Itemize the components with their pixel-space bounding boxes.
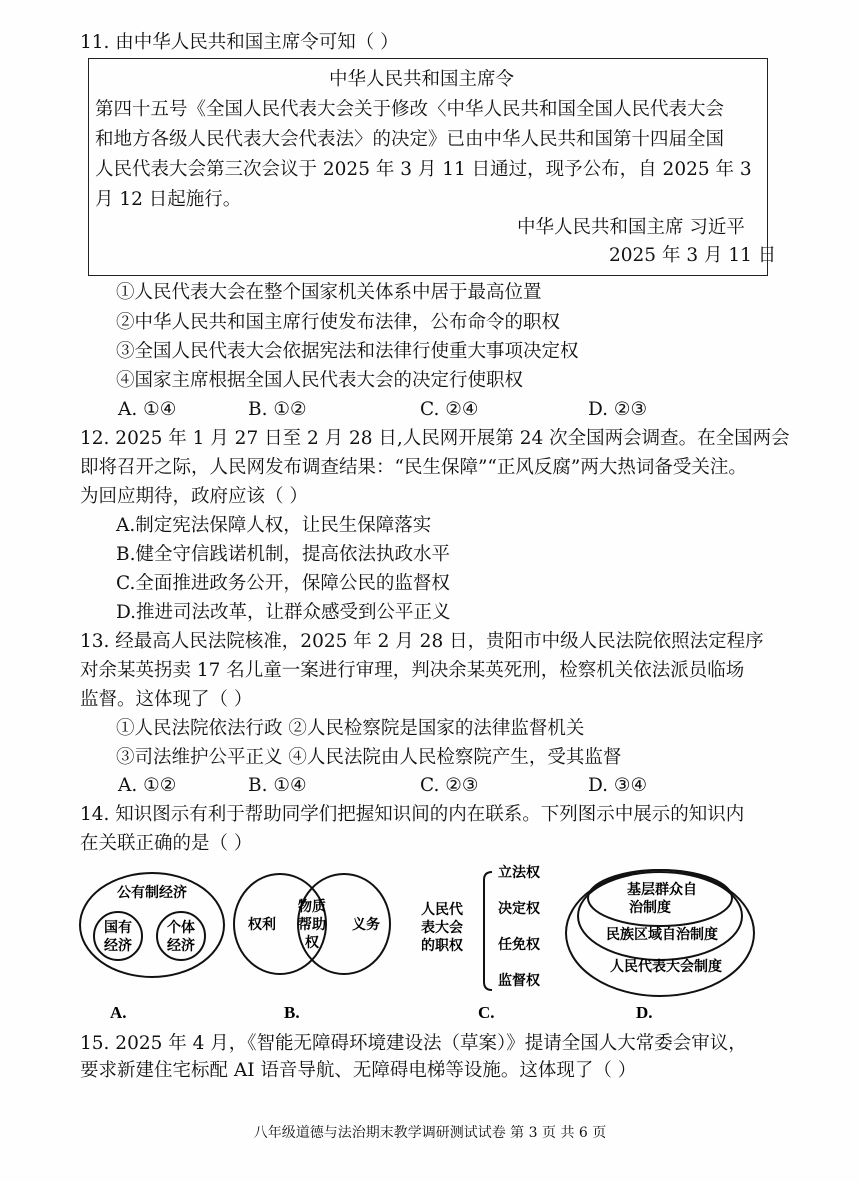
- q12-option-a[interactable]: A.制定宪法保障人权，让民生保障落实: [116, 515, 432, 536]
- q15-stem-line-1: 15. 2025 年 4 月，《智能无障碍环境建设法（草案）》提请全国人大常委会审议，: [80, 1033, 747, 1054]
- q13-stem-line-2: 对余某英拐卖 17 名儿童一案进行审理，判决余某英死刑，检察机关依法派员临场: [80, 660, 745, 681]
- q11-option-d[interactable]: D. ②③: [588, 399, 648, 420]
- decree-line-3: 人民代表大会第三次会议于 2025 年 3 月 11 日通过，现予公布，自 2025 年 3: [95, 159, 752, 180]
- q12-option-c[interactable]: C.全面推进政务公开，保障公民的监督权: [116, 573, 450, 594]
- q12-stem-line-2: 即将召开之际，人民网发布调查结果：“民生保障”“正风反腐”两大热词备受关注。: [80, 457, 747, 478]
- diagram-c-center-label-3: 的职权: [421, 938, 463, 954]
- q12-stem-line-3: 为回应期待，政府应该（ ）: [80, 486, 308, 507]
- diagram-a: [80, 873, 224, 977]
- diagram-c-bracket: [484, 872, 492, 990]
- diagram-c-item-2: 决定权: [498, 901, 540, 917]
- q11-statement-3: ③全国人民代表大会依据宪法和法律行使重大事项决定权: [116, 341, 579, 362]
- q13-statements-1-2: ①人民法院依法行政 ②人民检察院是国家的法律监督机关: [116, 718, 585, 739]
- decree-title: 中华人民共和国主席令: [329, 69, 515, 90]
- decree-line-1: 第四十五号《全国人民代表大会关于修改〈中华人民共和国全国人民代表大会: [95, 99, 725, 120]
- diagram-d-inner-label-2: 治制度: [629, 900, 671, 916]
- diagram-b-mid-label-3: 权: [305, 935, 319, 951]
- decree-line-4: 月 12 日起施行。: [95, 189, 242, 210]
- q11-option-b[interactable]: B. ①②: [248, 399, 307, 420]
- diagram-d: [566, 870, 754, 996]
- diagram-b-left-label: 权利: [248, 917, 276, 933]
- diagram-d-outer-label: 人民代表大会制度: [610, 959, 722, 975]
- diagram-a-choice-label[interactable]: A.: [110, 1003, 127, 1022]
- q13-option-a[interactable]: A. ①②: [118, 775, 177, 796]
- diagram-b: [234, 874, 390, 974]
- q13-statements-3-4: ③司法维护公平正义 ④人民法院由人民检察院产生，受其监督: [116, 747, 622, 768]
- q13-option-b[interactable]: B. ①④: [248, 775, 307, 796]
- q14-diagrams: [0, 850, 860, 1030]
- q12-option-d[interactable]: D.推进司法改革，让群众感受到公平正义: [116, 602, 451, 623]
- q14-stem-line-1: 14. 知识图示有利于帮助同学们把握知识间的内在联系。下列图示中展示的知识内: [80, 804, 745, 825]
- diagram-c-item-1: 立法权: [498, 865, 540, 881]
- diagram-c-item-4: 监督权: [498, 973, 540, 989]
- diagram-a-left-label-2: 经济: [104, 938, 132, 954]
- q11-option-c[interactable]: C. ②④: [420, 399, 479, 420]
- diagram-b-right-label: 义务: [352, 917, 380, 933]
- diagram-a-outer-label: 公有制经济: [117, 885, 187, 901]
- q11-statement-4: ④国家主席根据全国人民代表大会的决定行使职权: [116, 370, 524, 391]
- decree-signature: 中华人民共和国主席 习近平: [517, 217, 745, 238]
- q11-statement-2: ②中华人民共和国主席行使发布法律，公布命令的职权: [116, 312, 561, 333]
- decree-box: [88, 58, 777, 276]
- q11-statement-1: ①人民代表大会在整个国家机关体系中居于最高位置: [116, 282, 542, 303]
- decree-line-2: 和地方各级人民代表大会代表法〉的决定》已由中华人民共和国第十四届全国: [95, 129, 725, 150]
- q13-stem-line-3: 监督。这体现了（ ）: [80, 689, 253, 710]
- diagram-c-center-label-2: 表大会: [421, 920, 463, 936]
- diagram-d-choice-label[interactable]: D.: [636, 1003, 653, 1022]
- diagram-a-left-label-1: 国有: [104, 920, 132, 936]
- diagram-a-right-label-1: 个体: [167, 920, 195, 936]
- q14-stem-line-2: 在关联正确的是（ ）: [80, 833, 253, 854]
- q11-option-a[interactable]: A. ①④: [118, 399, 177, 420]
- diagram-b-mid-label-2: 帮助: [298, 917, 326, 933]
- q13-stem-line-1: 13. 经最高人民法院核准，2025 年 2 月 28 日，贵阳市中级人民法院依照法定程序: [80, 631, 764, 652]
- page-footer: 八年级道德与法治期末教学调研测试试卷 第 3 页 共 6 页: [253, 1125, 607, 1141]
- q11-stem: 11. 由中华人民共和国主席令可知（ ）: [80, 32, 399, 53]
- diagram-d-middle-label: 民族区域自治制度: [606, 927, 718, 943]
- diagram-a-right-label-2: 经济: [167, 938, 195, 954]
- diagram-b-choice-label[interactable]: B.: [284, 1003, 300, 1022]
- diagram-d-inner-label-1: 基层群众自: [627, 882, 697, 898]
- q12-stem-line-1: 12. 2025 年 1 月 27 日至 2 月 28 日,人民网开展第 24 次全国两会调查。在全国两会: [80, 428, 790, 449]
- diagram-b-mid-label-1: 物质: [298, 899, 326, 915]
- decree-date: 2025 年 3 月 11 日: [609, 245, 777, 266]
- q13-option-c[interactable]: C. ②③: [420, 775, 479, 796]
- q15-stem-line-2: 要求新建住宅标配 AI 语音导航、无障碍电梯等设施。这体现了（ ）: [80, 1060, 637, 1081]
- diagram-c-choice-label[interactable]: C.: [478, 1003, 495, 1022]
- diagram-c-item-3: 任免权: [498, 937, 540, 953]
- diagram-c: [421, 864, 541, 990]
- diagram-d-inner-ellipse: [588, 870, 732, 926]
- diagram-c-center-label-1: 人民代: [421, 902, 463, 918]
- q13-option-d[interactable]: D. ③④: [588, 775, 648, 796]
- q12-option-b[interactable]: B.健全守信践诺机制，提高依法执政水平: [116, 544, 450, 565]
